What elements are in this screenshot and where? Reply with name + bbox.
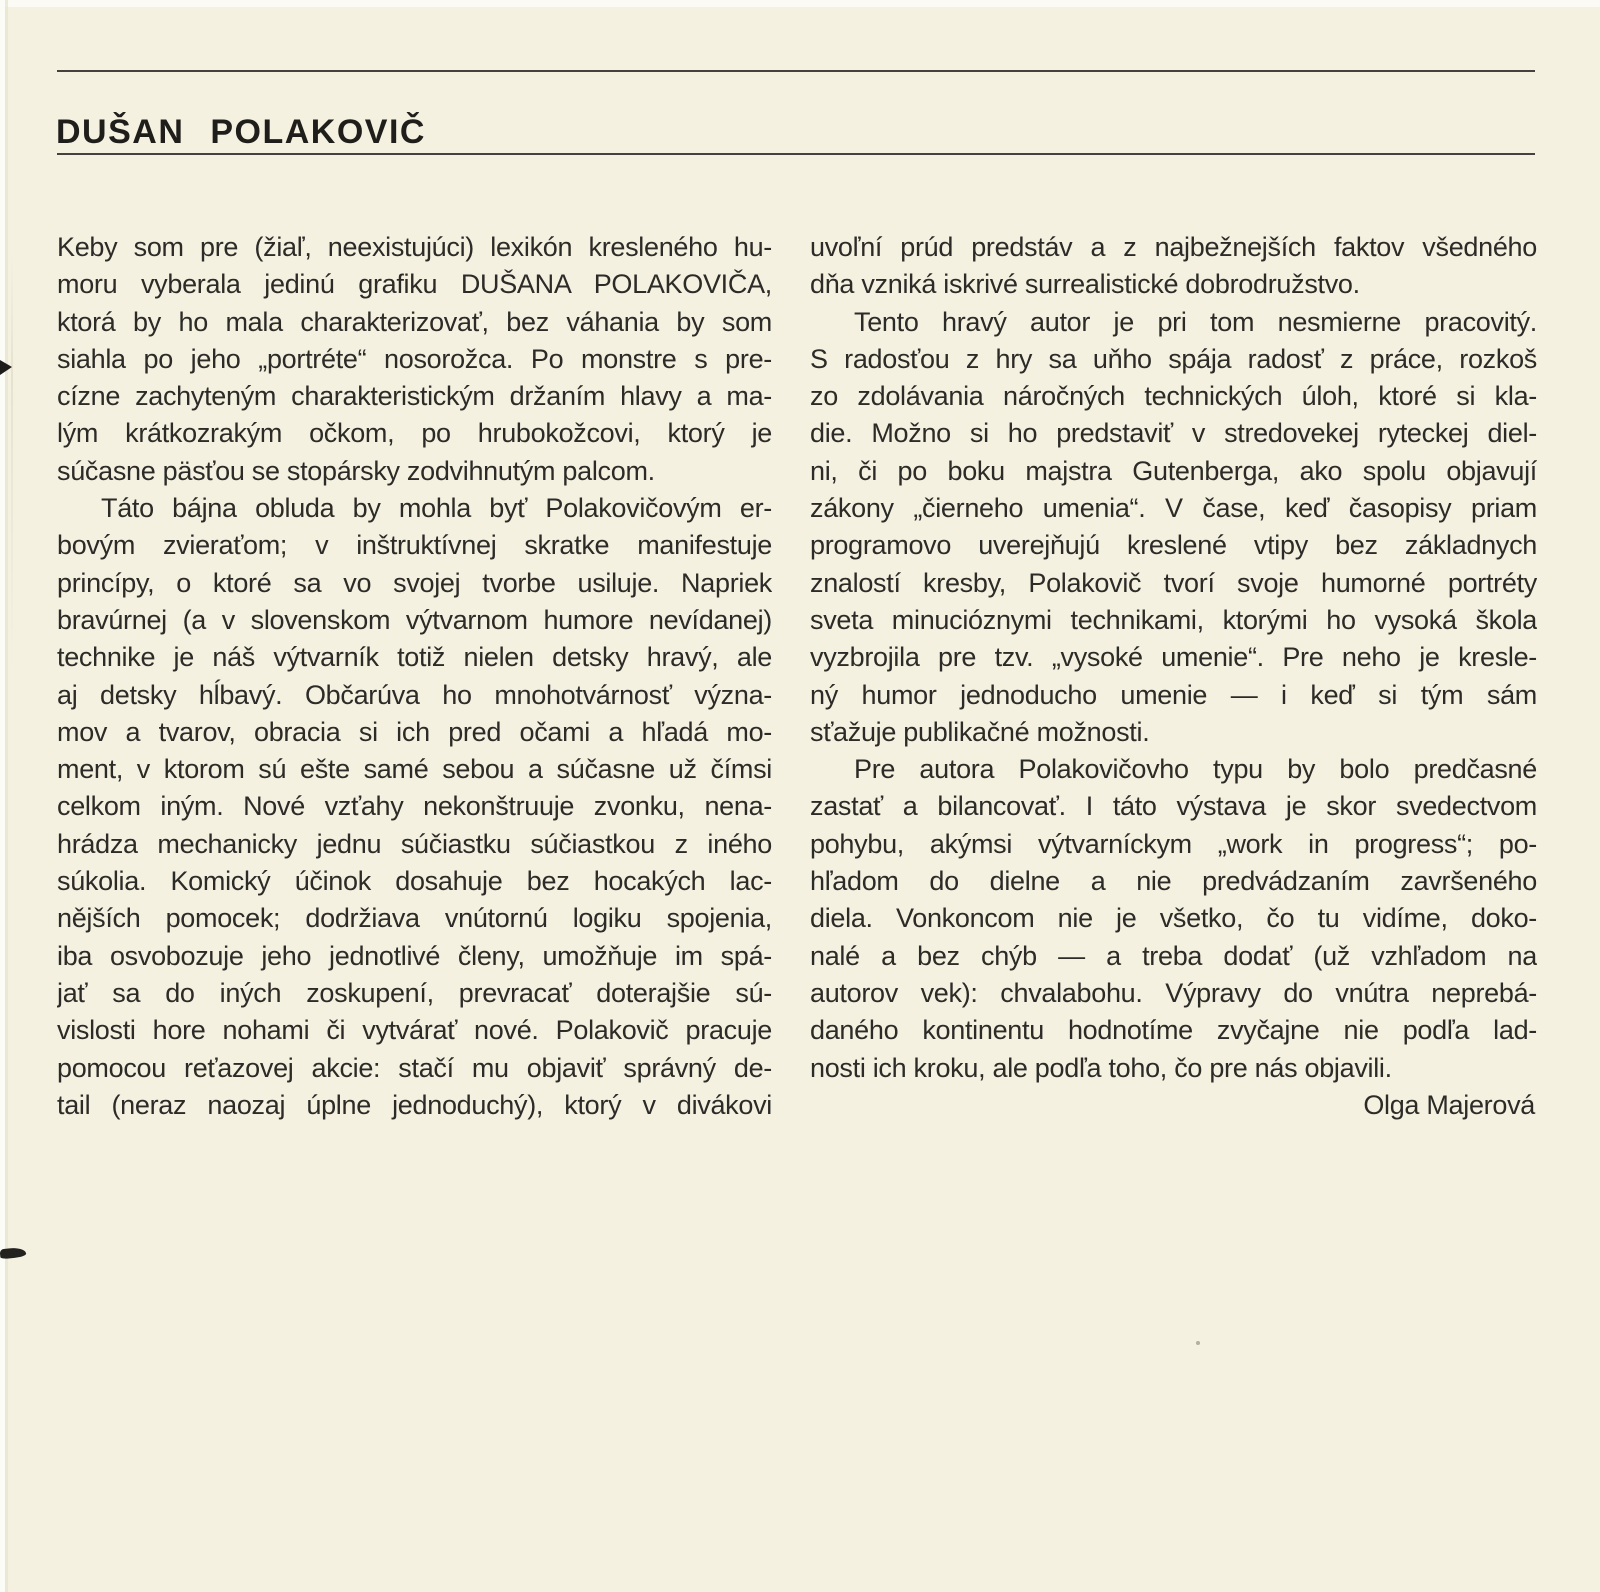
text-line: bravúrnej (a v slovenskom výtvarnom humore nevídanej) [57, 604, 772, 635]
page-top-edge [0, 0, 1600, 7]
text-line: iba osvobozuje jeho jednotlivé členy, umožňuje im spá- [57, 940, 772, 971]
text-line: daného kontinentu hodnotíme zvyčajne nie podľa lad- [810, 1015, 1537, 1046]
paragraph [810, 751, 1537, 1087]
text-line: uvoľní prúd predstáv a z najbežnejších faktov všedného [810, 232, 1537, 262]
text-line: ktorá by ho mala charakterizovať, bez váhania by som [57, 306, 772, 337]
text-line: Táto bájna obluda by mohla byť Polakovičovým er- [101, 493, 772, 524]
text-line: tail (neraz naozaj úplne jednoduchý), ktorý v divákovi [57, 1089, 772, 1120]
text-line: znalostí kresby, Polakovič tvorí svoje humorné portréty [810, 567, 1537, 598]
text-line: vyzbrojila pre tzv. „vysoké umenie“. Pre neho je kresle- [810, 642, 1537, 673]
text-line: hľadom do dielne a nie predvádzaním završeného [810, 866, 1537, 897]
text-line: Pre autora Polakovičovho typu by bolo predčasné [854, 754, 1537, 785]
paragraph [57, 490, 772, 1124]
text-line: sveta minucióznymi technikami, ktorými ho vysoká škola [810, 604, 1537, 635]
text-line: súčasne päsťou se stopársky zodvihnutým palcom. [57, 455, 655, 486]
text-column-right [810, 229, 1537, 1124]
text-line: vislosti hore nohami či vytvárať nové. Polakovič pracuje [57, 1015, 772, 1046]
text-line: technike je náš výtvarník totiž nielen detsky hravý, ale [57, 642, 772, 673]
paragraph [810, 229, 1537, 304]
text-line: autorov vek): chvalabohu. Výpravy do vnútra neprebá- [810, 977, 1537, 1008]
page-edge-mark [0, 360, 12, 375]
text-line: siahla po jeho „portréte“ nosorožca. Po monstre s pre- [57, 343, 772, 374]
text-line: ný humor jednoducho umenie — i keď si tým sám [810, 679, 1537, 710]
article-body [57, 229, 1537, 1124]
text-line: nějších pomocek; dodržiava vnútornú logiku spojenia, [57, 903, 772, 934]
page-title: DUŠAN POLAKOVIČ [56, 112, 426, 151]
text-line: dňa vzniká iskrivé surrealistické dobrodružstvo. [810, 269, 1360, 300]
text-line: pohybu, akýmsi výtvarníckym „work in progress“; po- [810, 828, 1537, 859]
text-line: bovým zvieraťom; v inštruktívnej skratke manifestuje [57, 530, 772, 561]
text-line: aj detsky hĺbavý. Občarúva ho mnohotvárnosť význa- [57, 679, 772, 710]
paper-crease [11, 250, 13, 670]
text-line: die. Možno si ho predstaviť v stredovekej ryteckej diel- [810, 418, 1537, 449]
text-line: princípy, o ktoré sa vo svojej tvorbe usiluje. Napriek [57, 567, 772, 598]
text-line: jať sa do iných zoskupení, prevracať doterajšie sú- [57, 977, 772, 1008]
text-line: ni, či po boku majstra Gutenberga, ako spolu objavují [810, 455, 1537, 486]
text-line: mov a tvarov, obracia si ich pred očami a hľadá mo- [57, 716, 772, 747]
text-line: súkolia. Komický účinok dosahuje bez hocakých lac- [57, 866, 772, 897]
text-line: hrádza mechanicky jednu súčiastku súčiastkou z iného [57, 828, 772, 859]
page-edge-mark [0, 1247, 26, 1260]
header-rule-bottom [57, 153, 1535, 155]
text-line: pomocou reťazovej akcie: stačí mu objaviť správný de- [57, 1052, 772, 1083]
text-line: zákony „čierneho umenia“. V čase, keď časopisy priam [810, 493, 1537, 524]
text-line: ment, v ktorom sú ešte samé sebou a súčasne už čímsi [57, 754, 772, 785]
page-edge-shadow [5, 0, 8, 1592]
text-line: lým krátkozrakým očkom, po hrubokožcovi, ktorý je [57, 418, 772, 449]
text-line: moru vyberala jedinú grafiku DUŠANA POLAKOVIČA, [57, 269, 772, 300]
header-rule-top [57, 70, 1535, 72]
text-line: diela. Vonkoncom nie je všetko, čo tu vidíme, doko- [810, 903, 1537, 934]
text-line: Keby som pre (žiaľ, neexistujúci) lexikón kresleného hu- [57, 232, 772, 262]
text-line: S radosťou z hry sa uňho spája radosť z práce, rozkoš [810, 343, 1537, 374]
paper-speck [1196, 1341, 1200, 1345]
paragraph [810, 304, 1537, 752]
text-line: zo zdolávania náročných technických úloh, ktoré si kla- [810, 381, 1537, 412]
text-line: programovo uverejňujú kreslené vtipy bez základnych [810, 530, 1537, 561]
text-column-left [57, 229, 772, 1124]
text-line: zastať a bilancovať. I táto výstava je skor svedectvom [810, 791, 1537, 822]
text-line: celkom iným. Nové vzťahy nekonštruuje zvonku, nena- [57, 791, 772, 822]
author-signature: Olga Majerová [1363, 1089, 1535, 1120]
text-line: Tento hravý autor je pri tom nesmierne pracovitý. [854, 306, 1537, 337]
text-line: nosti ich kroku, ale podľa toho, čo pre nás objavili. [810, 1052, 1392, 1083]
text-line: nalé a bez chýb — a treba dodať (už vzhľadom na [810, 940, 1537, 971]
text-line: cízne zachyteným charakteristickým držaním hlavy a ma- [57, 381, 772, 412]
text-line: sťažuje publikačné možnosti. [810, 716, 1150, 747]
paragraph [57, 229, 772, 490]
